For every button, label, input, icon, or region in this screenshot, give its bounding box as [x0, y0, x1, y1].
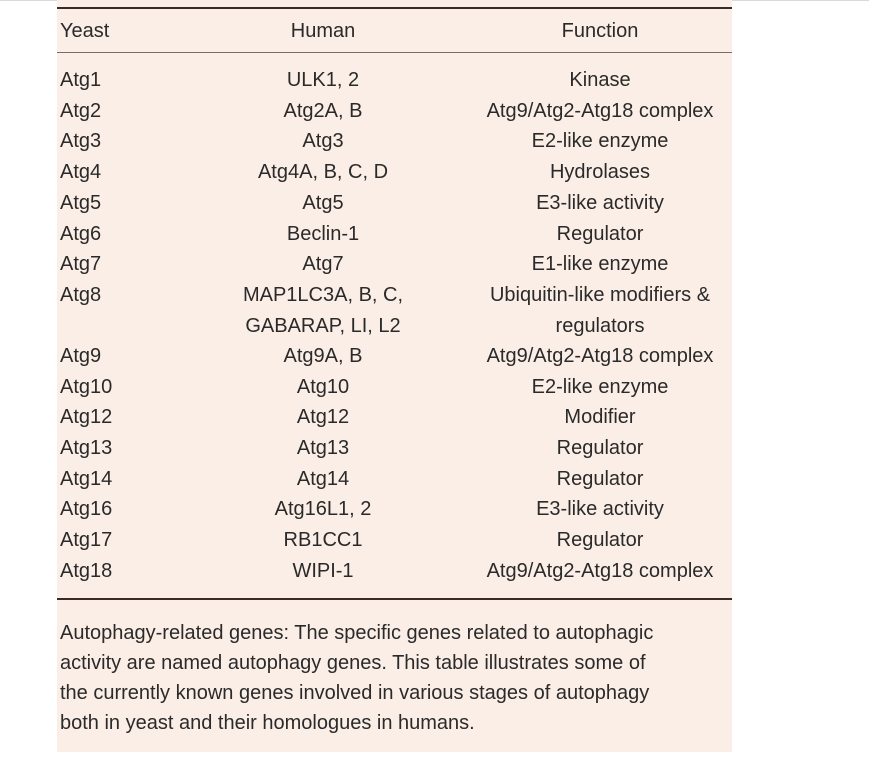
gene-function: Atg9/Atg2-Atg18 complex	[486, 560, 714, 582]
yeast-gene: Atg13	[60, 437, 113, 459]
human-gene: Atg10	[296, 376, 350, 398]
table-row	[57, 280, 732, 340]
header-function: Function	[561, 20, 639, 42]
gene-function: E3-like activity	[536, 192, 664, 214]
caption-line: activity are named autophagy genes. This table illustrates some of	[60, 652, 646, 674]
yeast-gene: Atg1	[60, 69, 102, 91]
gene-function: Regulator	[556, 437, 644, 459]
human-gene: Atg3	[302, 130, 344, 152]
yeast-gene: Atg2	[60, 100, 102, 122]
yeast-gene: Atg9	[60, 345, 102, 367]
caption-line: Autophagy-related genes: The specific genes related to autophagic	[60, 622, 654, 644]
human-gene: Atg2A, B	[283, 100, 363, 122]
human-gene: WIPI-1	[292, 560, 354, 582]
gene-function: Regulator	[556, 529, 644, 551]
yeast-gene: Atg3	[60, 130, 102, 152]
human-gene: Atg16L1, 2	[274, 498, 372, 520]
gene-function: regulators	[555, 315, 645, 337]
gene-function: Hydrolases	[549, 161, 651, 183]
yeast-gene: Atg6	[60, 223, 102, 245]
yeast-gene: Atg5	[60, 192, 102, 214]
human-gene: Atg4A, B, C, D	[257, 161, 389, 183]
gene-function: Regulator	[556, 468, 644, 490]
yeast-gene: Atg10	[60, 376, 113, 398]
yeast-gene: Atg4	[60, 161, 102, 183]
table-top-rule	[57, 7, 732, 9]
table-bottom-rule	[57, 598, 732, 600]
human-gene: Atg9A, B	[283, 345, 363, 367]
gene-function: Ubiquitin-like modifiers &	[489, 284, 711, 306]
table-caption	[60, 618, 728, 738]
yeast-gene: Atg7	[60, 253, 102, 275]
gene-function: E2-like enzyme	[531, 376, 669, 398]
header-yeast: Yeast	[60, 20, 110, 42]
gene-function: Atg9/Atg2-Atg18 complex	[486, 345, 714, 367]
yeast-gene: Atg16	[60, 498, 113, 520]
yeast-gene: Atg8	[60, 284, 102, 306]
gene-function: E2-like enzyme	[531, 130, 669, 152]
human-gene: Atg14	[296, 468, 350, 490]
gene-function: Regulator	[556, 223, 644, 245]
caption-line: both in yeast and their homologues in humans.	[60, 712, 475, 734]
human-gene: Atg13	[296, 437, 350, 459]
human-gene: ULK1, 2	[286, 69, 360, 91]
header-human: Human	[290, 20, 356, 42]
caption-line: the currently known genes involved in various stages of autophagy	[60, 682, 650, 704]
gene-function: E1-like enzyme	[531, 253, 669, 275]
human-gene: Atg7	[302, 253, 344, 275]
yeast-gene: Atg18	[60, 560, 113, 582]
human-gene: Beclin-1	[286, 223, 360, 245]
yeast-gene: Atg12	[60, 406, 113, 428]
human-gene: Atg12	[296, 406, 350, 428]
human-gene: GABARAP, LI, L2	[245, 315, 401, 337]
gene-function: Modifier	[564, 406, 636, 428]
human-gene: RB1CC1	[283, 529, 363, 551]
human-gene: MAP1LC3A, B, C,	[242, 284, 404, 306]
yeast-gene: Atg14	[60, 468, 113, 490]
yeast-gene: Atg17	[60, 529, 113, 551]
human-gene: Atg5	[302, 192, 344, 214]
gene-function: Atg9/Atg2-Atg18 complex	[486, 100, 714, 122]
gene-function: Kinase	[569, 69, 631, 91]
gene-function: E3-like activity	[536, 498, 664, 520]
table-header-rule	[57, 52, 732, 53]
